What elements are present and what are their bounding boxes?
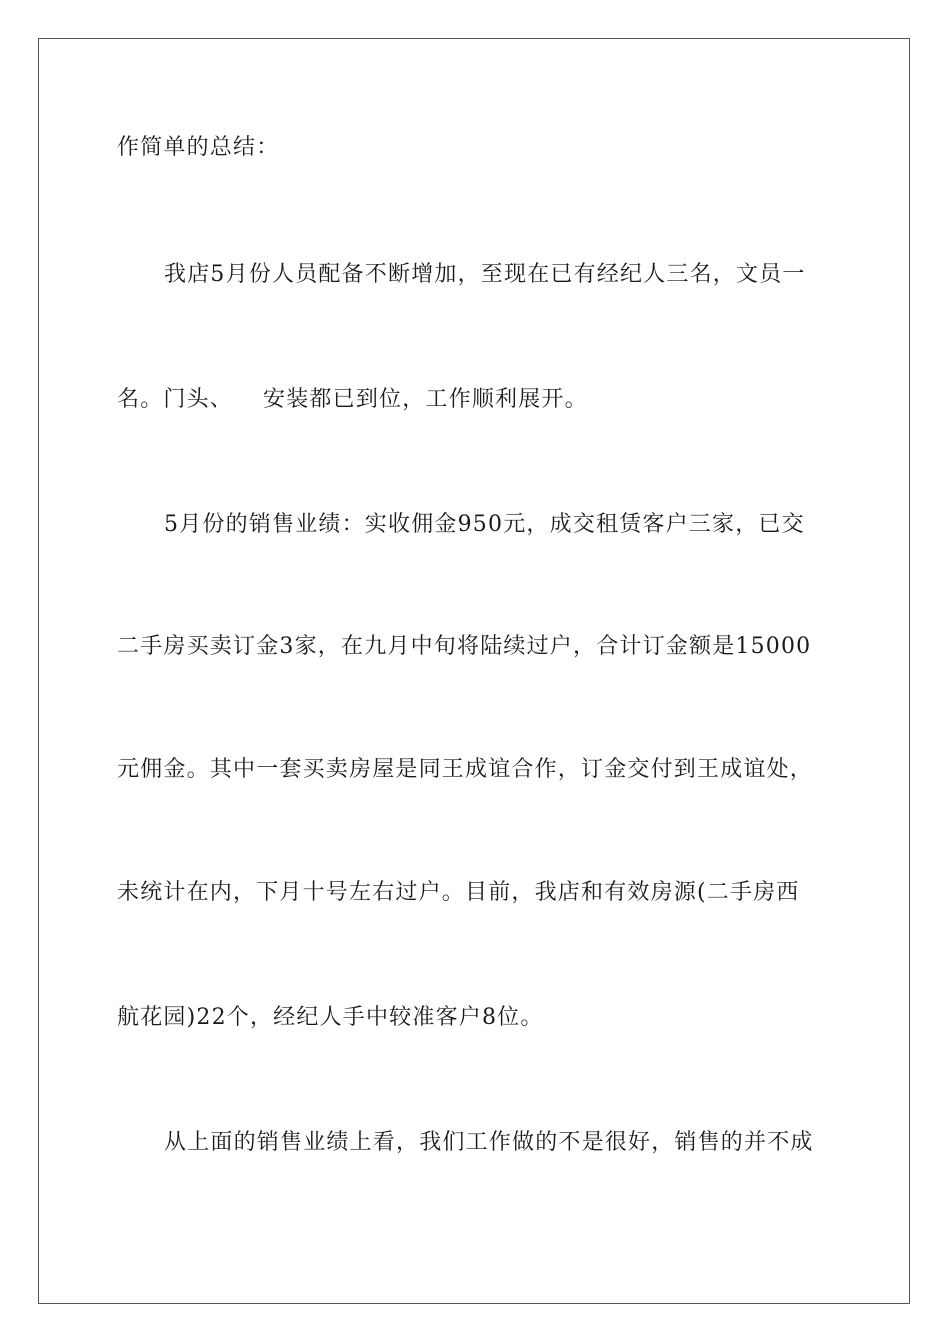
text-line: 未统计在内，下月十号左右过户。目前，我店和有效房源(二手房西: [117, 880, 800, 905]
text-line: [117, 385, 837, 415]
text-segment: 名。门头、: [117, 387, 234, 412]
paragraph-line: 从上面的销售业绩上看，我们工作做的不是很好，销售的并不成: [164, 1130, 814, 1155]
paragraph-line: 5月份的销售业绩：实收佣金950元，成交租赁客户三家，已交: [164, 512, 805, 537]
text-line: 航花园)22个，经纪人手中较准客户8位。: [117, 1005, 544, 1030]
page-border: [38, 38, 910, 1304]
paragraph-line: 我店5月份人员配备不断增加，至现在已有经纪人三名，文员一: [164, 262, 806, 287]
text-line: 元佣金。其中一套买卖房屋是同王成谊合作，订金交付到王成谊处，: [117, 757, 814, 782]
text-line: 二手房买卖订金3家，在九月中旬将陆续过户，合计订金额是15000: [117, 634, 812, 659]
text-line: 作简单的总结：: [117, 135, 280, 160]
text-segment: 安装都已到位，工作顺利展开。: [263, 387, 588, 412]
